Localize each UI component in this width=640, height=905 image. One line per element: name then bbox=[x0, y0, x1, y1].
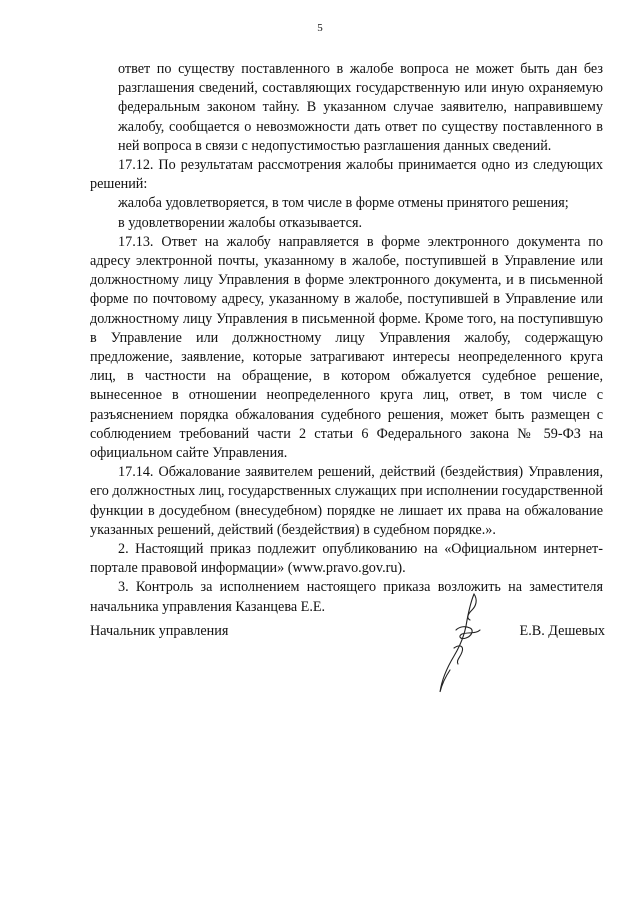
paragraph-17-13: 17.13. Ответ на жалобу направляется в форме электронного документа по адресу электронной почты, указанному в жалобе, поступившей в Управление или должностному лицу Управления в форме электронного документа, и в письменной форме по почтовому адресу, указанному в жалобе, поступившей в Управление или должностному лицу Управления в письменной форме. Кроме того, на поступившую в Управление или должностному лицу Управления жалобу, содержащую предложение, заявление, которые затрагивают интересы неопределенного круга лиц, в частности на обращение, в котором обжалуется судебное решение, вынесенное в отношении неопределенного круга лиц, ответ, в том числе с разъяснением порядка обжалования судебного решения, может быть размещен с соблюдением требований части 2 статьи 6 Федерального закона № 59-ФЗ на официальном сайте Управления. bbox=[90, 233, 603, 462]
page-number: 5 bbox=[317, 22, 323, 34]
handwritten-signature bbox=[430, 590, 500, 700]
paragraph-item-3: 3. Контроль за исполнением настоящего приказа возложить на заместителя начальника управления Казанцева Е.Е. bbox=[90, 579, 603, 615]
paragraph-decision-satisfied: жалоба удовлетворяется, в том числе в форме отмены принятого решения; bbox=[118, 195, 569, 212]
signatory-name: Е.В. Дешевых bbox=[519, 623, 605, 639]
paragraph-17-12: 17.12. По результатам рассмотрения жалобы принимается одно из следующих решений: bbox=[90, 157, 603, 193]
signatory-title: Начальник управления bbox=[90, 623, 229, 639]
paragraph-17-14: 17.14. Обжалование заявителем решений, действий (бездействия) Управления, его должностных лиц, государственных служащих при исполнении государственной функции в досудебном (внесудебном) порядке не лишает их права на обжалование указанных решений, действий (бездействия) в судебном порядке.». bbox=[90, 464, 603, 538]
paragraph-decision-refused: в удовлетворении жалобы отказывается. bbox=[118, 214, 363, 231]
paragraph-item-2: 2. Настоящий приказ подлежит опубликованию на «Официальном интернет-портале правовой информации» (www.pravo.gov.ru). bbox=[90, 541, 603, 577]
document-body bbox=[90, 60, 603, 617]
paragraph-continuation: ответ по существу поставленного в жалобе вопроса не может быть дан без разглашения сведений, составляющих государственную или иную охраняемую федеральным законом тайну. В указанном случае заявителю, направившему жалобу, сообщается о невозможности дать ответ по существу поставленного в ней вопроса в связи с недопустимостью разглашения данных сведений. bbox=[118, 61, 603, 154]
